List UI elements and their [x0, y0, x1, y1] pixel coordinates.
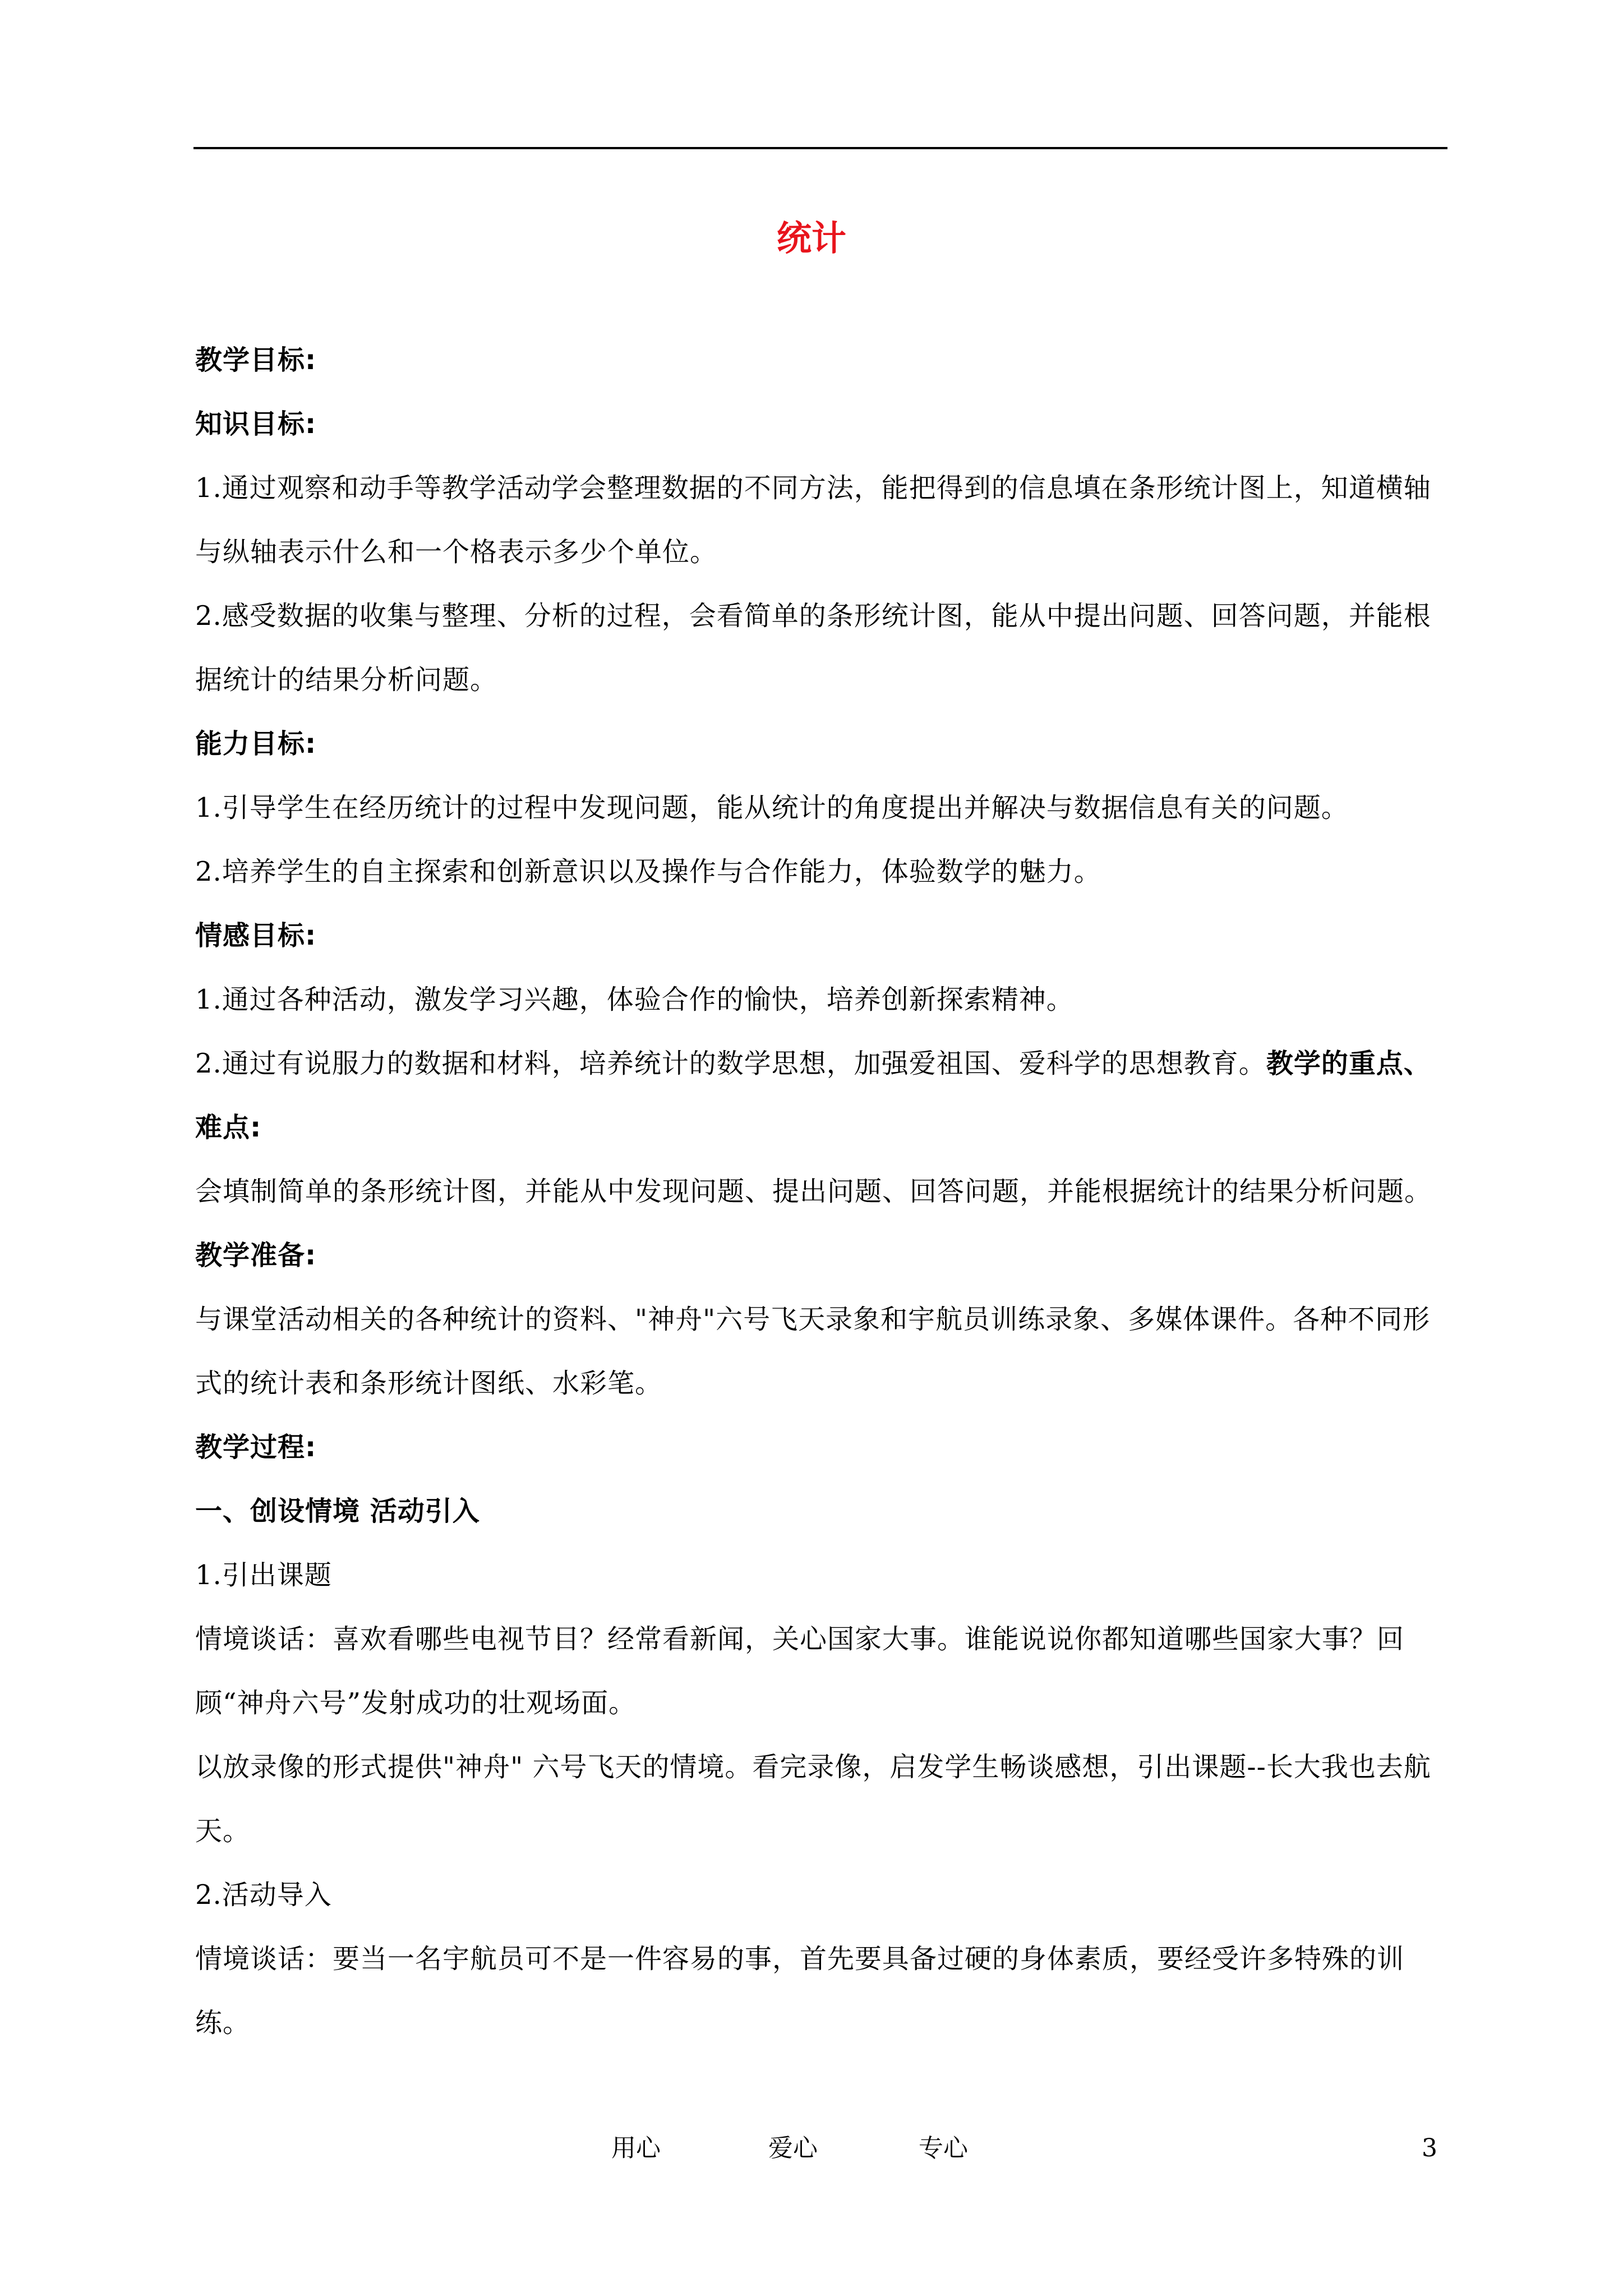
footer-motto-2: 爱心 — [768, 2134, 818, 2162]
keypoints-text: 会填制简单的条形统计图，并能从中发现问题、提出问题、回答问题，并能根据统计的结果分析问题。 — [195, 1176, 1432, 1207]
keypoints-heading: 教学的重点、难点: — [195, 1048, 1431, 1143]
prep-text: 与课堂活动相关的各种统计的资料、"神舟"六号飞天录象和宇航员训练录象、多媒体课件。各种不同形式的统计表和条形统计图纸、水彩笔。 — [195, 1304, 1431, 1399]
header-rule — [193, 147, 1447, 149]
item2-title: 2.活动导入 — [195, 1879, 332, 1911]
page-number: 3 — [1422, 2134, 1437, 2162]
emotion-heading: 情感目标: — [195, 920, 317, 951]
prep-heading: 教学准备: — [195, 1240, 317, 1271]
document-body — [195, 328, 1447, 2055]
ability-item-2: 2.培养学生的自主探索和创新意识以及操作与合作能力，体验数学的魅力。 — [195, 856, 1101, 887]
part1-heading: 一、创设情境 活动引入 — [195, 1496, 480, 1527]
item1-text-2: 以放录像的形式提供"神舟" 六号飞天的情境。看完录像，启发学生畅谈感想，引出课题--长大我也去航天。 — [195, 1751, 1431, 1847]
emotion-item-2-text: 2.通过有说服力的数据和材料，培养统计的数学思想，加强爱祖国、爱科学的思想教育。 — [195, 1048, 1266, 1079]
item1-text-1: 情境谈话：喜欢看哪些电视节目？经常看新闻，关心国家大事。谁能说说你都知道哪些国家大事？回顾“神舟六号”发射成功的壮观场面。 — [195, 1623, 1405, 1719]
objectives-heading: 教学目标: — [195, 344, 317, 376]
knowledge-heading: 知识目标: — [195, 408, 317, 440]
footer-motto-3: 专心 — [919, 2134, 968, 2162]
emotion-item-2 — [195, 1032, 1447, 1159]
item2-text: 情境谈话：要当一名宇航员可不是一件容易的事，首先要具备过硬的身体素质，要经受许多特殊的训练。 — [195, 1943, 1405, 2039]
ability-item-1: 1.引导学生在经历统计的过程中发现问题，能从统计的角度提出并解决与数据信息有关的问题。 — [195, 792, 1349, 823]
footer-motto-1: 用心 — [611, 2134, 661, 2162]
knowledge-item-2: 2.感受数据的收集与整理、分析的过程，会看简单的条形统计图，能从中提出问题、回答问题，并能根据统计的结果分析问题。 — [195, 600, 1431, 696]
page-title: 统计 — [776, 218, 846, 259]
process-heading: 教学过程: — [195, 1432, 317, 1463]
ability-heading: 能力目标: — [195, 728, 317, 760]
item1-title: 1.引出课题 — [195, 1559, 332, 1591]
emotion-item-1: 1.通过各种活动，激发学习兴趣，体验合作的愉快，培养创新探索精神。 — [195, 984, 1074, 1015]
knowledge-item-1: 1.通过观察和动手等教学活动学会整理数据的不同方法，能把得到的信息填在条形统计图上，知道横轴与纵轴表示什么和一个格表示多少个单位。 — [195, 472, 1431, 568]
